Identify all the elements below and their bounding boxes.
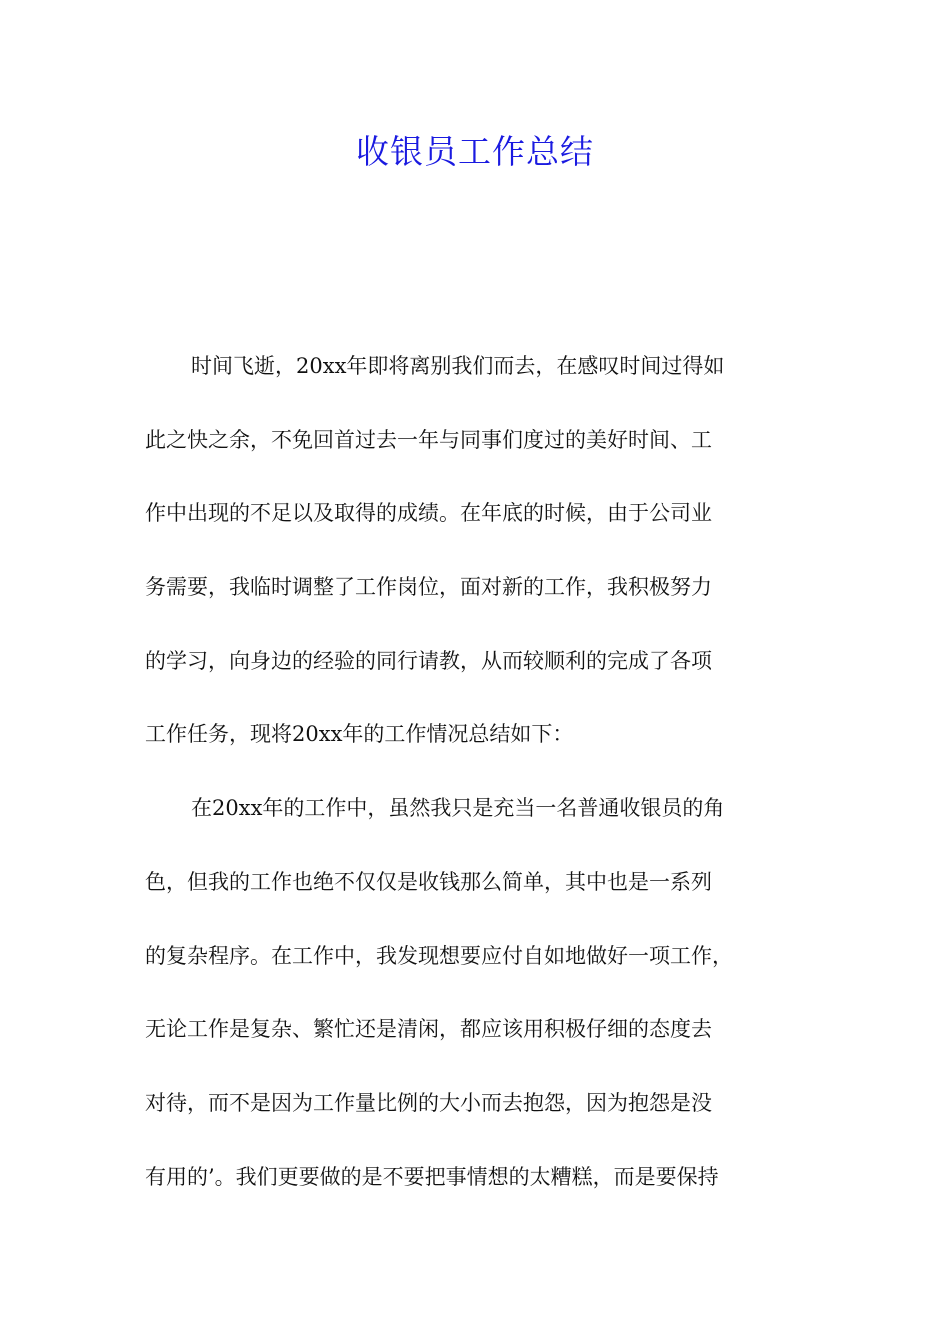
document-title: 收银员工作总结 [356, 132, 594, 171]
paragraph-line: 的复杂程序。在工作中，我发现想要应付自如地做好一项工作， [145, 943, 733, 968]
document-body [145, 330, 825, 1214]
paragraph-line: 无论工作是复杂、繁忙还是清闲，都应该用积极仔细的态度去 [145, 1017, 712, 1042]
paragraph-line: 作中出现的不足以及取得的成绩。在年底的时候，由于公司业 [145, 501, 712, 526]
paragraph-line: 色，但我的工作也绝不仅仅是收钱那么简单，其中也是一系列 [145, 869, 712, 894]
paragraph-line: 的学习，向身边的经验的同行请教，从而较顺利的完成了各项 [145, 648, 712, 673]
paragraph-line: 对待，而不是因为工作量比例的大小而去抱怨，因为抱怨是没 [145, 1090, 712, 1115]
paragraph-line: 在20xx年的工作中，虽然我只是充当一名普通收银员的角 [191, 796, 725, 821]
paragraph-line: 此之快之余，不免回首过去一年与同事们度过的美好时间、工 [145, 427, 712, 452]
paragraph-line: 有用的’。我们更要做的是不要把事情想的太糟糕，而是要保持 [145, 1164, 719, 1189]
paragraph-line: 务需要，我临时调整了工作岗位，面对新的工作，我积极努力 [145, 575, 712, 600]
paragraph-line: 工作任务，现将20xx年的工作情况总结如下： [145, 722, 574, 747]
paragraph-line: 时间飞逝，20xx年即将离别我们而去，在感叹时间过得如 [191, 354, 725, 378]
